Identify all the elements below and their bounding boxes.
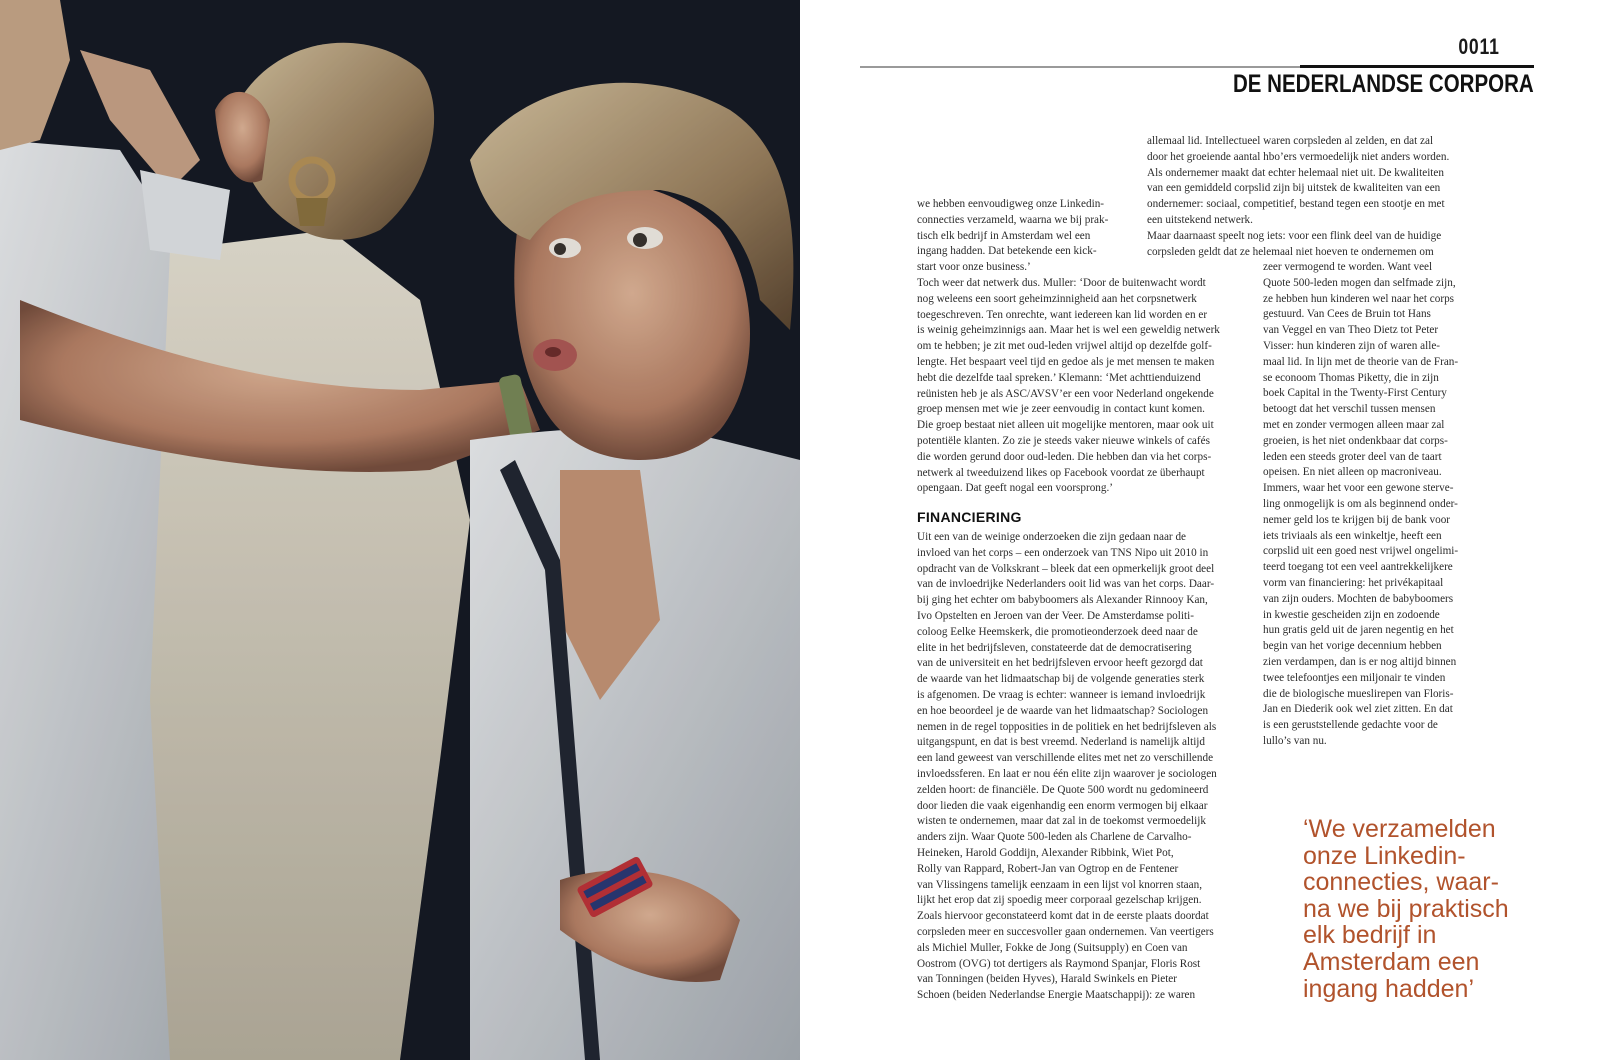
article-column-1-top: we hebben eenvoudigweg onze Linkedin- connecties verzameld, waarna we bij prak- tisch elk bedrijf in Amsterdam wel een ingang hadden. Dat betekende een kick- start voor onze business.’ Toch weer dat netwerk dus. Muller: ‘Door de buitenwacht wordt nog weleens een soort geheimzinnigheid aan het corpsnetwerk toegeschreven. Ten onrechte, want iedereen kan lid worden en er is weinig geheimzinnigs aan. Maar het is wel een geweldig netwerk om te hebben; je zit met oud-leden vrijwel altijd op dezelfde golf- lengte. Het bespaart veel tijd en gedoe als je met mensen te maken hebt die dezelfde taal spreken.’ Klemann: ‘Met achttienduizend reünisten heb je als ASC/AVSV’er een voor Nederland ongekende groep mensen met wie je zeer eenvoudig in contact kunt komen. Die groep bestaat niet alleen uit mogelijke mentoren, maar ook uit potentiële klanten. Zo zie je steeds vaker nieuwe winkels of cafés die worden gerund door oud-leden. Die hebben dan via het corps- netwerk al tweeduizend likes op Facebook voordat ze überhaupt opengaan. Dat geeft nogal een voorsprong.’ [917,198,1220,495]
article-column-2: zeer vermogend te worden. Want veel Quote 500-leden mogen dan selfmade zijn, ze hebben hun kinderen wel naar het corps gestuurd. Van Cees de Bruin tot Hans van Veggel en van Theo Dietz tot Peter Visser: hun kinderen zijn of waren alle- maal lid. In lijn met de theorie van de Fran- se econoom Thomas Piketty, die in zijn boek Capital in the Twenty-First Century betoogt dat het verschil tussen mensen met en zonder vermogen alleen maar zal groeien, is het niet ondenkbaar dat corps- leden een steeds groter deel van de taart opeisen. En niet alleen op macroniveau. Immers, waar het voor een gewone sterve- ling onmogelijk is om als beginnend onder- nemer geld los te krijgen bij de bank voor iets triviaals als een winkeltje, heeft een corpslid uit een goed nest vrijwel ongelimi- teerd toegang tot een veel aantrekkelijkere vorm van financiering: het privékapitaal van zijn ouders. Mochten de babyboomers in kwestie gescheiden zijn en zodoende hun gratis geld uit de jaren negentig en het begin van het vorige decennium hebben zien verdampen, dan is er nog altijd binnen twee telefoontjes een miljonair te vinden die de biologische mueslirepen van Floris- Jan en Diederik ook wel ziet zitten. En dat is een geruststellende gedachte voor de lullo’s van nu. [1263,261,1459,747]
subheading-financiering: FINANCIERING [917,509,1022,525]
article-column-2-top: allemaal lid. Intellectueel waren corpsleden al zelden, en dat zal door het groeiende aantal hbo’ers vermoedelijk niet anders worden. Als ondernemer maakt dat echter helemaal niet uit. De kwaliteiten van een gemiddeld corpslid zijn bij uitstek de kwaliteiten van een ondernemer: sociaal, competitief, bestand tegen een stootje en met een uitstekend netwerk. Maar daarnaast speelt nog iets: voor een flink deel van de huidige corpsleden geldt dat ze helemaal niet hoeven te ondernemen om [1147,135,1450,258]
page-number: 0011 [1458,34,1500,59]
article-column-1-bottom: Uit een van de weinige onderzoeken die zijn gedaan naar de invloed van het corps – een onderzoek van TNS Nipo uit 2010 in opdracht van de Volkskrant – bleek dat een opmerkelijk groot deel van de invloedrijke Nederlanders ooit lid was van het corps. Daar- bij ging het echter om babyboomers als Alexander Rinnooy Kan, Ivo Opstelten en Jeroen van der Veer. De Amsterdamse politi- coloog Eelke Heemskerk, die promotieonderzoek deed naar de elite in het bedrijfsleven, constateerde dat de democratisering van de universiteit en het bedrijfsleven ervoor heeft gezorgd dat de waarde van het lidmaatschap bij de volgende generaties sterk is afgenomen. De vraag is echter: wanneer is iemand invloedrijk en hoe beoordeel je de waarde van het lidmaatschap? Sociologen nemen in de regel topposities in de politiek en het bedrijfsleven als uitgangspunt, en dat is best vreemd. Nederland is namelijk altijd een land geweest van verschillende elites met net zo verschillende invloedssferen. En laat er nou één elite zijn waarover je sociologen zelden hoort: de financiële. De Quote 500 wordt nu gedomineerd door lieden die vaak eigenhandig een enorm vermogen bij elkaar wisten te ondernemen, maar dat zal in de toekomst vermoedelijk anders zijn. Waar Quote 500-leden als Charlene de Carvalho- Heineken, Harold Goddijn, Alexander Ribbink, Wiet Pot, Rolly van Rappard, Robert-Jan van Ogtrop en de Fentener van Vlissingens tamelijk eenzaam in een lijst vol knorren staan, lijkt het erop dat zij spoedig meer corporaal gezelschap krijgen. Zoals hiervoor geconstateerd komt dat in de eerste plaats doordat corpsleden meer en succesvoller gaan ondernemen. Van veertigers als Michiel Muller, Fokke de Jong (Suitsupply) en Coen van Oostrom (OVG) tot dertigers als Raymond Spanjar, Floris Rost van Tonningen (beiden Hyves), Harald Swinkels en Pieter Schoen (beiden Nederlandse Energie Maatschappij): ze waren [917,531,1217,1002]
header-rule-black [1300,65,1534,68]
header-rule-gray [860,66,1300,68]
pull-quote: ‘We verzamelden onze Linkedin- connecties, waar- na we bij praktisch elk bedrijf in Amsterdam een ingang hadden’ [1303,815,1509,1003]
section-title: DE NEDERLANDSE CORPORA [1233,70,1534,98]
